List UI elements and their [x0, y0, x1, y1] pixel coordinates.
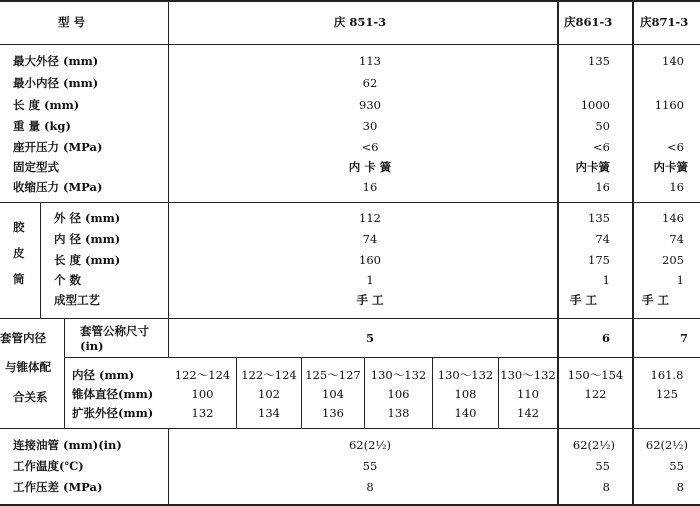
- cell-v3: 8: [676, 480, 684, 494]
- inner-cell: 122～124: [174, 368, 231, 382]
- header-col2: 庆861-3: [564, 15, 613, 29]
- row-label: 个 数: [54, 273, 82, 287]
- nominal-v1: 5: [365, 331, 374, 345]
- cell-v3: <6: [667, 140, 684, 154]
- cell-v2: 8: [602, 480, 610, 494]
- inner-cell: 161.8: [650, 368, 684, 382]
- group-char: 胶: [13, 220, 25, 234]
- cell-v2: 135: [588, 54, 610, 68]
- row-label: 最小内径 (mm): [13, 76, 99, 90]
- divider-col3: [632, 0, 634, 504]
- divider-col2: [557, 0, 559, 504]
- nominal-label: 套管公称尺寸: [80, 324, 149, 338]
- inner-cell: 150～154: [567, 368, 624, 382]
- cell-v2: 16: [595, 180, 610, 194]
- cell-v2: 62(2½): [572, 438, 615, 452]
- expand-cell: 140: [454, 406, 477, 420]
- cell-v1: 16: [362, 180, 378, 194]
- cell-v1: 930: [359, 98, 381, 112]
- divider-label-s2: [168, 202, 169, 318]
- cell-v3: 1160: [654, 98, 684, 112]
- inner-cell: 125～127: [305, 368, 361, 382]
- cell-v3: 内卡簧: [653, 160, 688, 174]
- expand-cell: 132: [191, 406, 214, 420]
- sub-label-expand: 扩张外径(mm): [72, 406, 154, 420]
- sub-label-cone: 锥体直径(mm): [72, 387, 154, 401]
- cell-v1: 113: [359, 54, 381, 68]
- group-line: 套管内径: [0, 331, 46, 345]
- cell-v3: 205: [662, 253, 684, 267]
- header-col1: 庆 851-3: [333, 15, 387, 29]
- group-line: 合关系: [13, 390, 48, 404]
- cell-v3: 1: [676, 273, 684, 287]
- expand-cell: 138: [387, 406, 410, 420]
- cone-cell: 122: [584, 387, 607, 401]
- cone-cell: 106: [387, 387, 410, 401]
- rule-section1: [0, 202, 700, 203]
- row-label: 长 度 (mm): [13, 98, 80, 112]
- cell-v2: 1: [602, 273, 610, 287]
- cell-v3: 146: [662, 211, 684, 225]
- cell-v2: 55: [595, 459, 610, 473]
- row-label: 座开压力 (MPa): [13, 140, 103, 154]
- inner-cell: 122～124: [241, 368, 297, 382]
- rule-header: [0, 44, 700, 45]
- cell-v3: 55: [669, 459, 684, 473]
- cell-v2: 1000: [580, 98, 610, 112]
- cell-v3: 62(2½): [645, 438, 688, 452]
- row-label: 固定型式: [13, 160, 59, 174]
- header-model-label: 型 号: [58, 15, 86, 29]
- sub-label-inner: 内径 (mm): [72, 368, 135, 382]
- rule-nominal: [64, 357, 700, 358]
- rule-section2: [0, 318, 700, 319]
- cell-v3: 手 工: [642, 293, 670, 307]
- cell-v1: 手 工: [356, 293, 384, 307]
- rule-section3: [0, 428, 700, 429]
- divider-group-s2: [40, 202, 41, 318]
- row-label: 工作温度(℃): [13, 459, 84, 473]
- rule-top: [0, 0, 700, 2]
- row-label: 长 度 (mm): [54, 253, 121, 267]
- group-line: 与锥体配: [5, 360, 51, 374]
- cell-v2: 135: [588, 211, 610, 225]
- row-label: 工作压差 (MPa): [13, 480, 103, 494]
- cell-v1: 1: [366, 273, 374, 287]
- cell-v1: 内 卡 簧: [348, 160, 392, 174]
- expand-cell: 142: [517, 406, 539, 420]
- cell-v1: 160: [359, 253, 381, 267]
- cell-v2: 手 工: [570, 293, 598, 307]
- group-char: 筒: [13, 272, 25, 286]
- cone-cell: 110: [517, 387, 539, 401]
- cone-cell: 108: [454, 387, 477, 401]
- row-label: 成型工艺: [54, 293, 100, 307]
- cell-v1: <6: [361, 140, 379, 154]
- nominal-v2: 6: [601, 331, 610, 345]
- cell-v2: 50: [595, 119, 610, 133]
- cell-v2: 74: [595, 232, 610, 246]
- row-label: 收缩压力 (MPa): [13, 180, 103, 194]
- divider-group-s3: [64, 318, 65, 428]
- cell-v2: 175: [588, 253, 610, 267]
- cell-v1: 62(2½): [348, 438, 392, 452]
- cell-v3: 74: [669, 232, 684, 246]
- cell-v1: 8: [366, 480, 374, 494]
- row-label: 连接油管 (mm)(in): [13, 438, 122, 452]
- header-col3: 庆871-3: [640, 15, 689, 29]
- cell-v1: 112: [359, 211, 381, 225]
- cell-v1: 74: [362, 232, 378, 246]
- cell-v1: 30: [362, 119, 378, 133]
- inner-cell: 130～132: [437, 368, 494, 382]
- cell-v2: <6: [593, 140, 610, 154]
- group-char: 皮: [13, 246, 25, 260]
- divider-nominal: [168, 318, 169, 357]
- row-label: 重 量 (kg): [13, 119, 71, 133]
- cone-cell: 125: [656, 387, 678, 401]
- cell-v3: 140: [662, 54, 684, 68]
- cell-v2: 内卡簧: [575, 160, 610, 174]
- inner-cell: 130～132: [500, 368, 556, 382]
- cone-cell: 100: [191, 387, 214, 401]
- cone-cell: 104: [322, 387, 344, 401]
- inner-cell: 130～132: [370, 368, 427, 382]
- cell-v1: 55: [362, 459, 378, 473]
- cell-v3: 16: [669, 180, 684, 194]
- divider-label-s4: [168, 428, 169, 504]
- row-label: 内 径 (mm): [54, 232, 121, 246]
- row-label: 外 径 (mm): [54, 211, 121, 225]
- expand-cell: 134: [258, 406, 280, 420]
- cell-v1: 62: [362, 76, 378, 90]
- nominal-v3: 7: [679, 331, 688, 345]
- cone-cell: 102: [258, 387, 280, 401]
- row-label: 最大外径 (mm): [13, 54, 99, 68]
- divider-label-s1: [168, 0, 169, 202]
- nominal-unit: (in): [80, 339, 104, 353]
- expand-cell: 136: [322, 406, 344, 420]
